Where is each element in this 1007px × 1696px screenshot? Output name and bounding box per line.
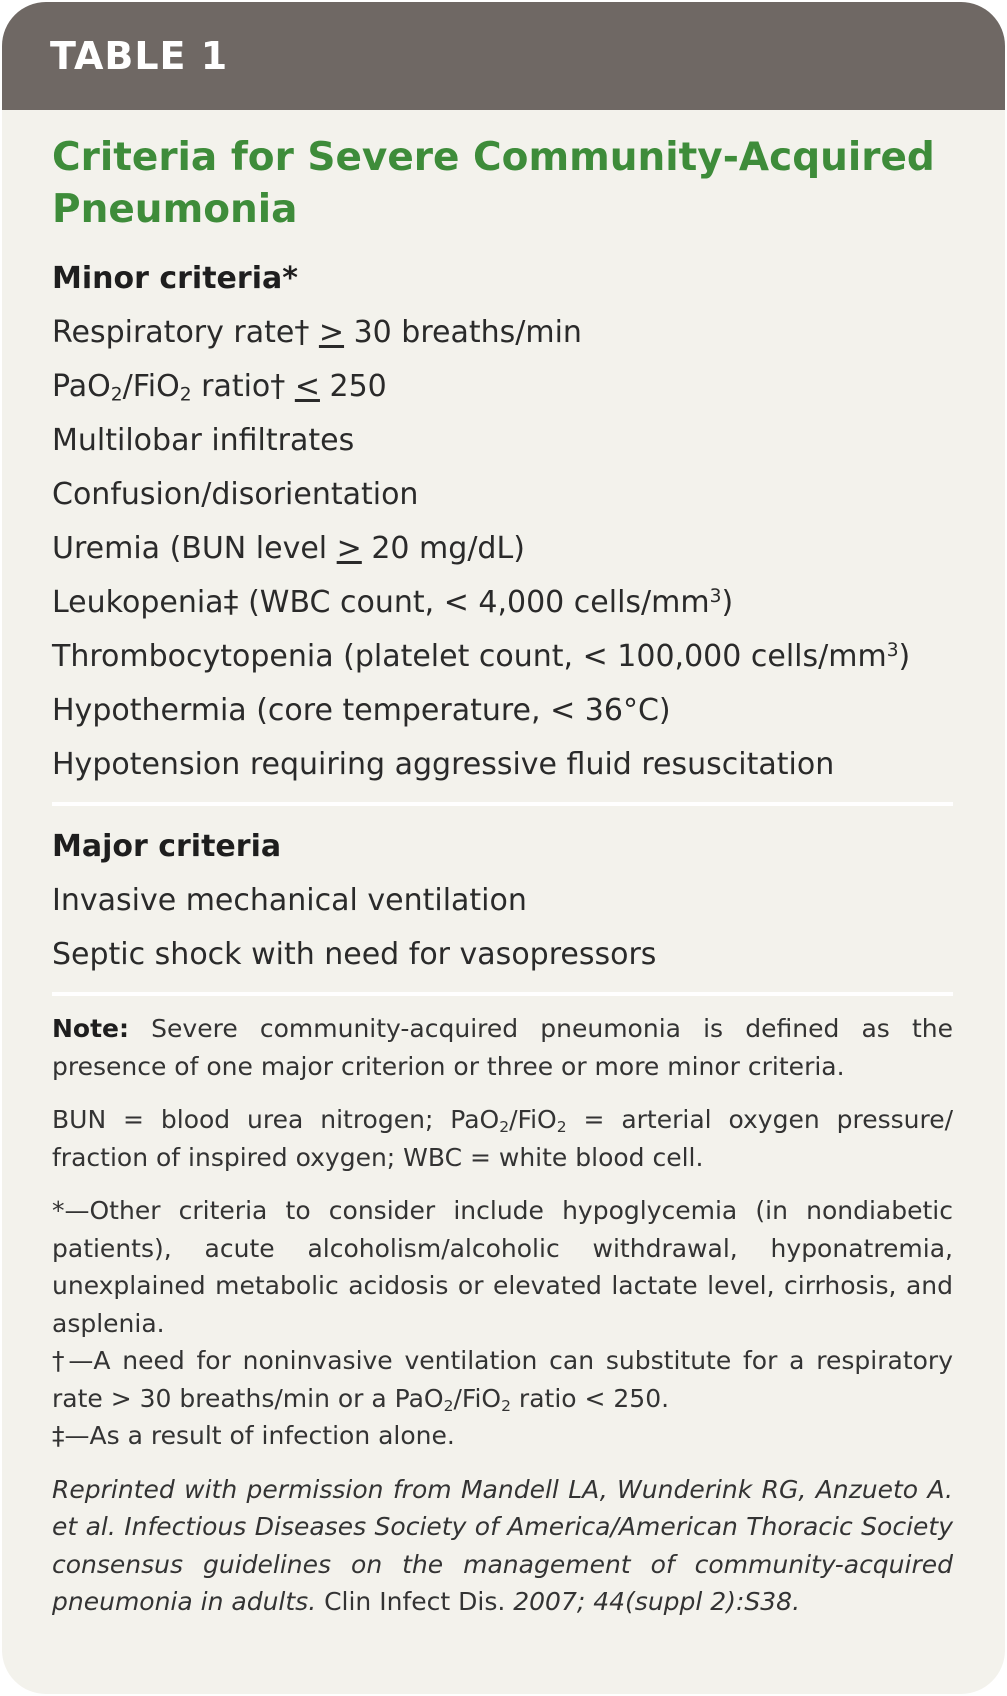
note-label: Note: [52,1014,130,1043]
footnote-asterisk: *—Other criteria to consider include hypoglycemia (in nondiabetic patients), acute alcoholism/alcoholic withdrawal, hyponatremia, unexplained metabolic acidosis or elevated lactate level, cirrhosis, and asplenia. [52,1196,953,1338]
criterion-respiratory-rate: Respiratory rate† > 30 breaths/min [52,315,582,350]
criterion-thrombocytopenia: Thrombocytopenia (platelet count, < 100,000 cells/$mm^3$) [52,639,911,674]
minor-criteria-heading: Minor criteria* [52,261,298,296]
criterion-mechanical-ventilation: Invasive mechanical ventilation [52,883,527,918]
reprint-citation: Reprinted with permission from Mandell LA, Wunderink RG, Anzueto A. et al. Infectious Diseases Society of America/American Thoracic Society consensus guidelines on the management of community-acquired pneumonia in adults. Clin Infect Dis. 2007; 44(suppl 2):S38. [52,1474,953,1616]
abbreviations-paragraph: BUN = blood urea nitrogen; PaO$_2$/FiO$_2$ = arterial oxygen pressure/ fraction of inspired oxygen; WBC = white blood cell. [52,1105,953,1172]
table-label: TABLE 1 [50,34,229,78]
footnote-dagger: †—A need for noninvasive ventilation can substitute for a respiratory rate > 30 breaths/min or a PaO$_2$/FiO$_2$ ratio < 250. [52,1346,953,1415]
minor-criteria-section [52,252,953,792]
criterion-septic-shock: Septic shock with need for vasopressors [52,937,657,972]
footnote-double-dagger: ‡—As a result of infection alone. [52,1421,455,1450]
table-title: Criteria for Severe Community-Acquired Pneumonia [52,135,935,232]
criterion-confusion: Confusion/disorientation [52,477,419,512]
table-content [2,132,1005,1621]
criterion-hypothermia: Hypothermia (core temperature, < 36°C) [52,693,671,728]
table-card [2,2,1005,1694]
criterion-pao2-fio2: PaO$_2$/FiO$_2$ ratio† < 250 [52,369,387,406]
table-notes [52,1010,953,1621]
criterion-multilobar: Multilobar infiltrates [52,423,355,458]
major-criteria-heading: Major criteria [52,829,282,864]
note-paragraph: Note: Severe community-acquired pneumonia is defined as the presence of one major criterion or three or more minor criteria. [52,1014,953,1081]
criterion-uremia: Uremia (BUN level > 20 mg/dL) [52,531,525,566]
section-divider [52,802,953,806]
criterion-leukopenia: Leukopenia‡ (WBC count, < 4,000 cells/$mm^3$) [52,585,734,620]
section-divider [52,992,953,996]
criterion-hypotension: Hypotension requiring aggressive fluid resuscitation [52,747,835,782]
table-header [2,2,1005,110]
major-criteria-section [52,820,953,982]
